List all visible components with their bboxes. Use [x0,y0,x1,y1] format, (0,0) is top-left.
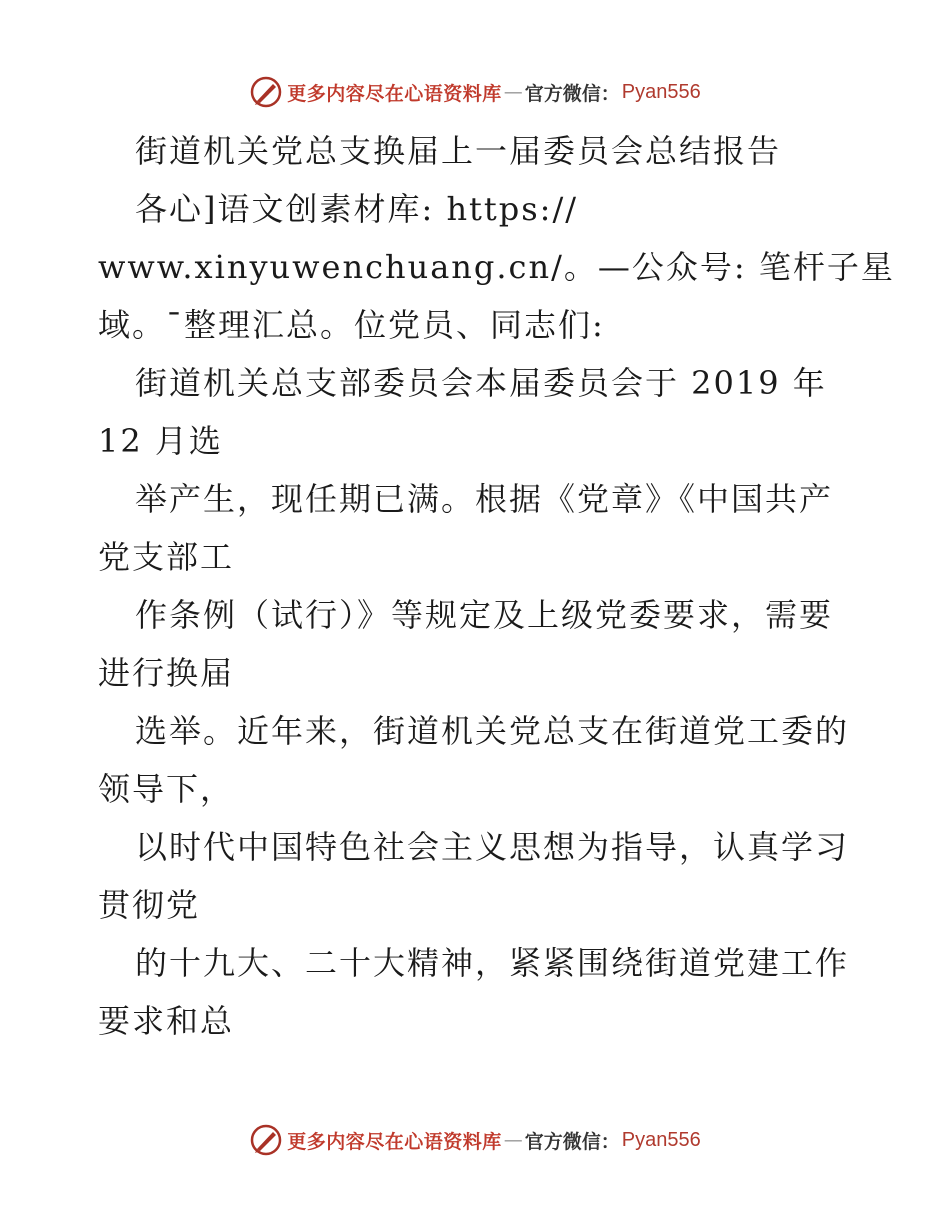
text-line: 领导下， [98,770,235,808]
banner-label: 官方微信： [524,82,620,105]
text-line: 以时代中国特色社会主义思想为指导，认真学习 [135,828,850,866]
banner-separator: — [503,81,523,103]
footer-banner [0,1120,950,1160]
text-line: 域。¯整理汇总。位党员、同志们: [98,306,605,344]
text-line: www.xinyuwenchuang.cn/。—公众号: 笔杆子星 [98,248,895,286]
text-line: 12 月选 [98,422,223,460]
text-line: 作条例（试行）》等规定及上级党委要求，需要 [135,596,834,634]
text-line: 各心]语文创素材库: https:// [135,190,579,228]
quill-logo-icon [249,1123,283,1157]
banner-id: Pyan556 [621,1128,701,1151]
text-line: 举产生，现任期已满。根据《党章》《中国共产 [135,480,834,518]
text-line: 党支部工 [98,538,235,576]
text-line: 的十九大、二十大精神，紧紧围绕街道党建工作 [135,944,850,982]
document-body [98,122,895,1050]
banner-text: 更多内容尽在心语资料库 [287,1130,502,1153]
banner-separator: — [503,1129,523,1151]
quill-logo-icon [249,75,283,109]
text-line: 选举。近年来，街道机关党总支在街道党工委的 [135,712,850,750]
header-banner [0,72,950,112]
banner-text: 更多内容尽在心语资料库 [287,82,502,105]
document-title: 街道机关党总支换届上一届委员会总结报告 [135,132,782,170]
text-line: 贯彻党 [98,886,201,924]
text-line: 街道机关总支部委员会本届委员会于 2019 年 [135,364,827,402]
banner-id: Pyan556 [621,80,701,103]
banner-label: 官方微信： [524,1130,620,1153]
text-line: 进行换届 [98,654,235,692]
text-line: 要求和总 [98,1002,235,1040]
